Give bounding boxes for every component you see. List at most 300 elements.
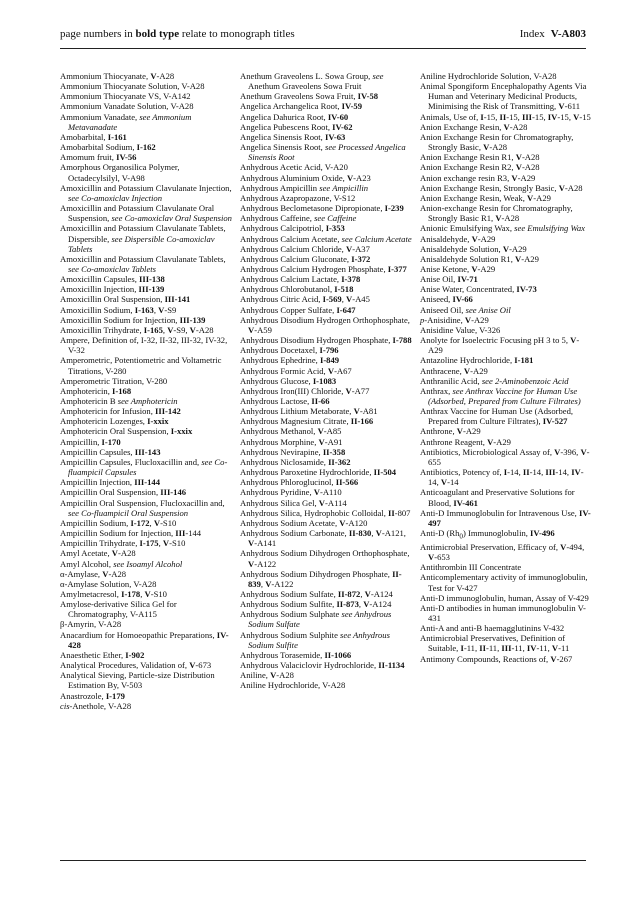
index-entry xyxy=(60,559,232,569)
index-entry xyxy=(60,457,232,477)
header-title xyxy=(60,28,295,40)
entry-text: II-166 xyxy=(350,416,374,427)
entry-text: -15, xyxy=(483,111,500,122)
entry-text: V xyxy=(153,517,161,528)
entry-text: I-181 xyxy=(514,355,534,366)
index-entry xyxy=(60,518,232,528)
entry-text: IV-66 xyxy=(452,294,473,305)
entry-text: Anhydrous Sodium Sulphite xyxy=(240,629,341,640)
entry-text: Amorphous Organosilica Polymer, Octadecylsilyl, V-A98 xyxy=(60,162,180,183)
entry-text: 0 xyxy=(459,532,463,541)
entry-text: -A45 xyxy=(352,294,370,305)
entry-text: Anthrax Vaccine for Human Use (Adsorbed, Prepared from Culture Filtrates), xyxy=(420,406,574,427)
index-entry xyxy=(60,650,232,660)
index-entry xyxy=(240,498,412,508)
entry-text: III xyxy=(521,111,533,122)
index-entry xyxy=(420,264,592,274)
index-entry xyxy=(240,437,412,447)
entry-text: V xyxy=(318,497,325,508)
entry-text: V xyxy=(464,314,472,325)
index-entry xyxy=(60,426,232,436)
index-entry xyxy=(60,223,232,253)
entry-text: IV-497 xyxy=(428,507,591,528)
entry-text: V xyxy=(270,670,277,681)
entry-text: III xyxy=(545,467,556,478)
entry-text: -A59 xyxy=(254,324,272,335)
entry-text: I-163 xyxy=(134,304,154,315)
entry-text: V xyxy=(551,643,559,654)
index-entry xyxy=(240,680,412,690)
entry-text: V xyxy=(375,528,382,539)
entry-text: , xyxy=(260,578,266,589)
header-page-ref xyxy=(520,28,586,40)
entry-text: Anisaldehyde Solution, xyxy=(420,243,503,254)
entry-text: , xyxy=(162,324,168,335)
entry-text: see Caffeine xyxy=(314,213,357,224)
entry-text: I-xxix xyxy=(147,416,169,427)
entry-text: I-xxix xyxy=(170,426,193,437)
entry-text: Ampicillin Capsules, Flucloxacillin and, xyxy=(60,456,202,467)
index-entry xyxy=(240,416,412,426)
entry-text: -A122 xyxy=(254,558,277,569)
entry-text: I-179 xyxy=(105,690,125,701)
entry-text: Angelica Pubescens Root, xyxy=(240,121,333,132)
index-entry xyxy=(420,81,592,111)
index-entry xyxy=(60,589,232,599)
entry-text: V xyxy=(487,436,494,447)
index-entry xyxy=(60,670,232,690)
index-entry xyxy=(240,477,412,487)
entry-text: II-566 xyxy=(335,477,359,488)
entry-text: I-902 xyxy=(125,649,145,660)
entry-text: -A121, xyxy=(381,528,406,539)
entry-text: Anhydrous Calcium Gluconate, xyxy=(240,253,352,264)
entry-text: -A23 xyxy=(353,172,371,183)
entry-text: Amoxicillin Injection, xyxy=(60,284,139,295)
index-entry xyxy=(240,406,412,416)
index-entry xyxy=(240,234,412,244)
running-header xyxy=(60,26,586,46)
entry-text: V xyxy=(550,653,557,664)
entry-text: II-1134 xyxy=(378,660,405,671)
entry-text: V xyxy=(471,233,478,244)
entry-text: V xyxy=(511,172,518,183)
entry-text: Amylmetacresol, xyxy=(60,588,122,599)
index-entry xyxy=(240,426,412,436)
entry-text: -807 xyxy=(394,507,411,518)
entry-text: Anethum Graveolens Sowa Fruit xyxy=(248,81,362,92)
entry-text: V xyxy=(248,538,255,549)
entry-text: see Amphotericin xyxy=(117,396,178,406)
index-entry xyxy=(240,71,412,91)
entry-text: I-165 xyxy=(143,324,163,335)
entry-text: Ampicillin Injection, xyxy=(60,477,135,488)
entry-text: Anhydrous Docetaxel, xyxy=(240,345,320,356)
entry-text: see Co-amoxiclav Oral Suspension xyxy=(111,213,232,224)
entry-text: II-1066 xyxy=(324,649,352,660)
entry-text: Anhydrous Azapropazone, V-S12 xyxy=(240,192,356,203)
index-entry xyxy=(420,386,592,406)
index-entry xyxy=(60,183,232,203)
entry-text: see Ammonium Metavanadate xyxy=(68,111,192,132)
entry-text: see Ampicillin xyxy=(319,182,369,193)
entry-text: IV-73 xyxy=(516,284,537,295)
entry-text: I-172 xyxy=(130,517,150,528)
entry-text: Ammonium Thiocyanate Solution, V-A28 xyxy=(60,81,205,92)
index-entry xyxy=(240,254,412,264)
entry-text: Anhydrous Glucose, xyxy=(240,375,313,386)
index-entry xyxy=(420,294,592,304)
index-entry xyxy=(240,355,412,365)
entry-text: I-569 xyxy=(322,294,342,305)
index-entry xyxy=(60,660,232,670)
index-entry xyxy=(60,691,232,701)
index-entry xyxy=(420,183,592,193)
index-entry xyxy=(60,498,232,518)
entry-text: II xyxy=(388,507,395,518)
index-entry xyxy=(420,447,592,467)
entry-text: Anise Ketone, xyxy=(420,263,472,274)
entry-text: Anhydrous Pyridine, xyxy=(240,487,314,498)
entry-text: IV-63 xyxy=(324,131,346,142)
entry-text: Anhydrous Caffeine, xyxy=(240,213,315,224)
index-entry xyxy=(240,447,412,457)
index-entry xyxy=(240,101,412,111)
entry-text: II-504 xyxy=(373,467,397,478)
entry-text: -11 xyxy=(558,643,570,654)
entry-text: see Co-fluampicil Capsules xyxy=(68,456,228,478)
entry-text: Anion-exchange Resin for Chromatography, Strongly Basic R1, xyxy=(420,203,573,224)
entry-text: see Co-amoxiclav Injection xyxy=(68,192,163,203)
entry-text: II xyxy=(522,467,530,478)
entry-text: α-Amylase, xyxy=(60,568,103,579)
entry-text: Ampere, Definition of, I-32, II-32, III-32, IV-32, V-32 xyxy=(60,335,228,356)
entry-text: Anhydrous Disodium Hydrogen Phosphate, xyxy=(240,335,393,346)
entry-text: Anthranilic Acid, xyxy=(420,375,482,386)
entry-text: Anhydrous Morphine, xyxy=(240,436,319,447)
index-entry xyxy=(420,254,592,264)
index-entry xyxy=(240,670,412,680)
index-entry xyxy=(60,294,232,304)
index-column-3 xyxy=(420,71,592,664)
entry-text: , xyxy=(149,517,154,528)
index-entry xyxy=(240,569,412,589)
entry-text: I-168 xyxy=(112,385,132,396)
entry-text: -A29 xyxy=(462,426,481,437)
index-entry xyxy=(60,548,232,558)
entry-text: -A114 xyxy=(325,497,347,508)
index-entry xyxy=(240,376,412,386)
entry-text: -S9 xyxy=(164,304,177,315)
entry-text: -653 xyxy=(434,552,450,563)
entry-text: II-362 xyxy=(328,456,351,467)
entry-text: V xyxy=(345,243,353,254)
index-entry xyxy=(240,487,412,497)
index-column-2 xyxy=(240,71,412,691)
index-entry xyxy=(60,437,232,447)
entry-text: -A29 xyxy=(471,314,489,325)
index-entry xyxy=(60,81,232,91)
entry-text: I-796 xyxy=(319,345,339,356)
index-entry xyxy=(240,599,412,609)
entry-text: Anhydrous Formic Acid, xyxy=(240,365,328,376)
entry-text: III-139 xyxy=(179,314,206,325)
entry-text: see Isoamyl Alcohol xyxy=(113,558,183,569)
entry-text: I xyxy=(460,643,464,654)
index-entry xyxy=(240,264,412,274)
entry-text: V xyxy=(162,538,170,549)
entry-text: I-377 xyxy=(387,263,407,274)
index-entry xyxy=(60,162,232,182)
entry-text: Ammonium Vanadate, xyxy=(60,111,140,122)
index-entry xyxy=(60,701,232,711)
page-number: V-A803 xyxy=(550,28,586,40)
entry-text: III-138 xyxy=(139,274,165,285)
index-entry xyxy=(60,630,232,650)
index-entry xyxy=(420,71,592,81)
entry-text: -396, xyxy=(560,446,581,457)
index-entry xyxy=(60,477,232,487)
entry-text: , xyxy=(140,588,145,599)
entry-text: Anhydrous Beclometasone Dipropionate, xyxy=(240,203,385,214)
entry-text: Amphotericin Lozenges, xyxy=(60,416,148,427)
index-entry xyxy=(240,244,412,254)
entry-text: Amoxicillin Trihydrate, xyxy=(60,324,144,335)
entry-text: Anhydrous Ephedrine, xyxy=(240,355,320,366)
index-entry xyxy=(420,426,592,436)
entry-text: Anhydrous Sodium Sulphate xyxy=(240,609,342,620)
entry-text: see Emulsifying Wax xyxy=(514,223,585,234)
index-entry xyxy=(60,619,232,629)
entry-text: Anhydrous Silica, Hydrophobic Colloidal, xyxy=(240,507,388,518)
index-entry xyxy=(60,406,232,416)
entry-text: -14, xyxy=(507,467,523,478)
index-entry xyxy=(420,366,592,376)
entry-text: see 2-Aminobenzoic Acid xyxy=(481,375,569,386)
entry-text: Anhydrous Copper Sulfate, xyxy=(240,304,337,315)
entry-text: Anhydrous Iron(III) Chloride, xyxy=(240,385,346,396)
entry-text: V xyxy=(456,426,463,437)
entry-text: I-372 xyxy=(351,253,371,264)
entry-text: V xyxy=(353,406,360,417)
entry-text: V xyxy=(527,192,534,203)
index-entry xyxy=(240,274,412,284)
entry-text: Anhydrous Acetic Acid, V-A20 xyxy=(240,162,348,173)
entry-text: V xyxy=(102,568,109,579)
index-entry xyxy=(240,518,412,528)
entry-text: -A67 xyxy=(334,365,352,376)
entry-text: V xyxy=(580,446,587,457)
entry-text: -A29 xyxy=(517,172,536,183)
entry-text: Anti-D immunoglobulin, human, Assay of V-429 xyxy=(420,592,589,603)
entry-text: Amoxicillin Sodium for Injection, xyxy=(60,314,180,325)
entry-text: I-239 xyxy=(384,203,404,214)
entry-text: see Co-amoxiclav Tablets xyxy=(68,263,156,274)
entry-text: Anhydrous Lactose, xyxy=(240,396,312,406)
entry-text: Amphotericin, xyxy=(60,385,113,396)
index-entry xyxy=(420,325,592,335)
index-entry xyxy=(420,223,592,233)
entry-text: Anhydrous Aluminium Oxide, xyxy=(240,172,347,183)
index-entry xyxy=(420,355,592,365)
entry-text: -11, xyxy=(511,643,527,654)
entry-text: Anion Exchange Resin, xyxy=(420,121,504,132)
entry-text: -Anethole, V-A28 xyxy=(69,700,132,711)
entry-text: IV xyxy=(547,111,558,122)
index-entry xyxy=(420,305,592,315)
entry-text: Analytical Sieving, Particle-size Distribution Estimation By, V-503 xyxy=(60,670,215,691)
entry-text: Anti-A and anti-B haemagglutinins V-432 xyxy=(420,623,565,634)
entry-text: IV-58 xyxy=(357,91,379,102)
entry-text: V xyxy=(317,426,324,437)
entry-text: I-788 xyxy=(392,335,412,346)
index-entry xyxy=(60,101,232,111)
entry-text: Anhydrous Torasemide, xyxy=(240,649,325,660)
entry-text: IV-527 xyxy=(542,416,568,427)
entry-text: -A37 xyxy=(352,243,370,254)
index-entry xyxy=(240,366,412,376)
index-entry xyxy=(420,406,592,426)
entry-text: Aniline, xyxy=(240,670,271,681)
header-title-part: bold type xyxy=(135,28,180,40)
entry-text: I-175 xyxy=(139,538,159,549)
index-entry xyxy=(240,142,412,162)
entry-text: I-849 xyxy=(319,355,340,366)
index-entry xyxy=(240,345,412,355)
entry-text: IV xyxy=(571,467,581,478)
index-entry xyxy=(240,650,412,660)
entry-text: V xyxy=(483,142,490,153)
entry-text: Anhydrous Phloroglucinol, xyxy=(240,477,336,488)
entry-text: IV-60 xyxy=(327,111,349,122)
index-entry xyxy=(240,609,412,629)
entry-text: Anolyte for Isoelectric Focusing pH 3 to 5, xyxy=(420,335,571,346)
entry-text: V xyxy=(364,588,371,599)
entry-text: Amphotericin B xyxy=(60,396,118,406)
entry-text: -S9, xyxy=(173,324,190,335)
entry-text: Anethum Graveolens Sowa Fruit, xyxy=(240,91,358,102)
entry-text: Anastrozole, xyxy=(60,690,106,701)
entry-text: see xyxy=(372,71,384,81)
entry-text: V xyxy=(502,243,510,254)
entry-text: Anthracene, xyxy=(420,365,464,376)
entry-text: Amobarbital, xyxy=(60,131,108,142)
index-entry xyxy=(240,508,412,518)
entry-text: Anhydrous Sodium Carbonate, xyxy=(240,528,349,539)
index-entry xyxy=(420,112,592,122)
index-entry xyxy=(420,528,592,542)
index-entry xyxy=(60,71,232,81)
entry-text: -14, xyxy=(529,467,546,478)
entry-text: III xyxy=(175,528,186,539)
entry-text: V xyxy=(313,487,320,498)
index-entry xyxy=(240,173,412,183)
entry-text: -14, xyxy=(428,467,584,488)
index-entry xyxy=(420,542,592,562)
header-title-part: page numbers in xyxy=(60,28,136,40)
entry-text: , xyxy=(360,588,365,599)
entry-text: Anhydrous Niclosamide, xyxy=(240,456,329,467)
entry-text: Anion Exchange Resin, Weak, xyxy=(420,192,528,203)
entry-text: Anhydrous Disodium Hydrogen Orthophosphate, xyxy=(240,314,410,325)
entry-text: -A28 xyxy=(118,548,136,559)
entry-text: II xyxy=(499,111,507,122)
index-entry xyxy=(420,274,592,284)
entry-text: -611 xyxy=(564,101,581,112)
entry-text: V xyxy=(189,660,196,671)
entry-text: Anion Exchange Resin for Chromatography, Strongly Basic, xyxy=(420,131,574,153)
entry-text: , xyxy=(358,599,364,610)
entry-text: Antibiotics, Potency of, xyxy=(420,467,504,478)
entry-text: Antithrombin III Concentrate xyxy=(420,562,522,573)
entry-text: Angelica Sinensis Root, xyxy=(240,142,325,153)
entry-text: -A141 xyxy=(254,538,277,549)
index-entry xyxy=(240,660,412,670)
entry-text: II-873 xyxy=(336,599,359,610)
entry-text: Anhydrous Calcium Hydrogen Phosphate, xyxy=(240,263,388,274)
entry-text: Ammonium Thiocyanate, xyxy=(60,71,151,81)
index-entry xyxy=(60,416,232,426)
index-entry xyxy=(60,305,232,315)
entry-text: Ammonium Vanadate Solution, V-A28 xyxy=(60,101,194,112)
entry-text: -15, xyxy=(506,111,522,122)
entry-text: V xyxy=(318,436,325,447)
index-entry xyxy=(420,593,592,603)
entry-text: cis xyxy=(60,700,70,711)
index-entry xyxy=(60,355,232,375)
index-entry xyxy=(420,633,592,653)
entry-text: Amperometric Titration, V-280 xyxy=(60,375,168,386)
entry-text: III-143 xyxy=(134,446,161,457)
entry-text: V xyxy=(503,121,510,132)
entry-text: Anhydrous Calcium Lactate, xyxy=(240,274,342,285)
entry-text: Anti-D antibodies in human immunoglobulin V-431 xyxy=(420,602,586,623)
entry-text: Ampicillin Sodium, xyxy=(60,517,131,528)
entry-text: Anion Exchange Resin, Strongly Basic, xyxy=(420,182,559,193)
header-rule xyxy=(60,48,586,49)
entry-text: Anticoagulant and Preservative Solutions for Blood, xyxy=(420,487,575,508)
entry-text: V xyxy=(167,324,174,335)
entry-text: Amobarbital Sodium, xyxy=(60,142,137,153)
entry-text: , xyxy=(158,538,163,549)
index-entry xyxy=(60,152,232,162)
entry-text: V xyxy=(327,365,335,376)
entry-text: Amperometric, Potentiometric and Voltametric Titrations, V-280 xyxy=(60,355,222,376)
entry-text: Anhydrous Sodium Dihydrogen Orthophosphate, xyxy=(240,548,410,559)
index-entry xyxy=(420,623,592,633)
entry-text: I-1083 xyxy=(312,375,337,386)
index-entry xyxy=(420,244,592,254)
entry-text: -A29 xyxy=(533,192,551,203)
entry-text: -673 xyxy=(195,660,212,671)
entry-text: Amoxicillin Oral Suspension, xyxy=(60,294,165,305)
entry-text: IV-428 xyxy=(68,629,229,650)
entry-text: Anisaldehyde, xyxy=(420,233,472,244)
entry-text: Angelica Dahurica Root, xyxy=(240,111,328,122)
entry-text: Anion Exchange Resin R1, xyxy=(420,152,516,163)
entry-text: -A28 xyxy=(276,670,294,681)
entry-text: V xyxy=(346,172,354,183)
entry-text: V xyxy=(363,599,370,610)
entry-text: Ampicillin Oral Suspension, Flucloxacillin and, xyxy=(60,497,225,508)
entry-text: V xyxy=(515,162,522,173)
entry-text: V xyxy=(558,101,565,112)
entry-text: V xyxy=(428,552,435,563)
entry-text: Anti-D (Rh xyxy=(420,528,460,539)
entry-text: Anethum Graveolens L. Sowa Group, xyxy=(240,71,373,81)
entry-text: Antimicrobial Preservation, Efficacy of, xyxy=(420,541,561,552)
index-entry xyxy=(60,396,232,406)
